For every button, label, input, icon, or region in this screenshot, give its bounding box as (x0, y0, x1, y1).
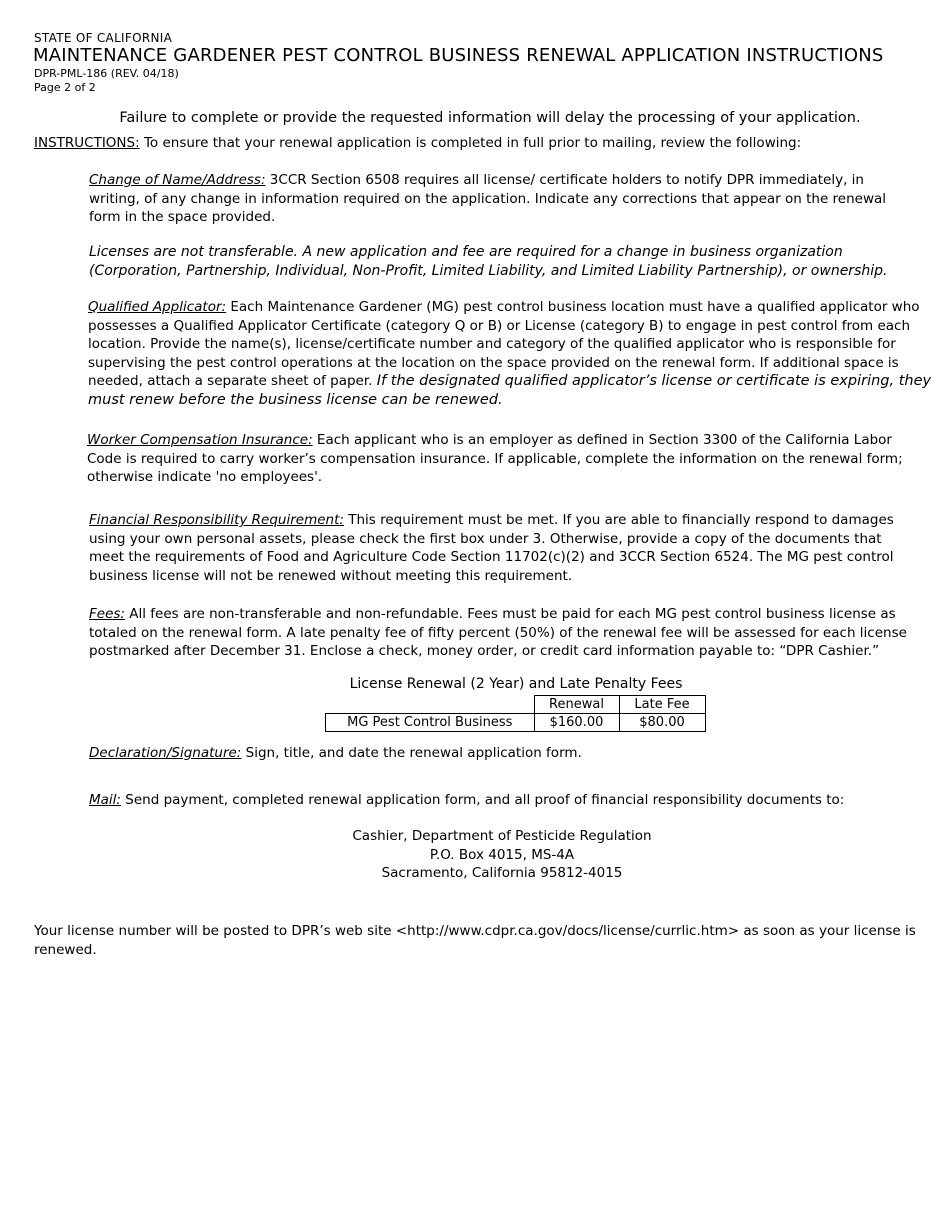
fees-text: All fees are non-transferable and non-refundable. Fees must be paid for each MG pest control business license as totaled on the renewal form. A late penalty fee of fifty percent (50%) of the renewal fee will be assessed for each license postmarked after December 31. Enclose a check, money order, or credit card information payable to: “DPR Cashier.” (89, 606, 907, 659)
fee-table-header-row (326, 696, 706, 714)
mailing-address-line-3: Sacramento, California 95812-4015 (381, 865, 623, 881)
license-posting-note: Your license number will be posted to DPR’s web site <http://www.cdpr.ca.gov/docs/license/currlic.htm> as soon as your license is renewed. (34, 923, 916, 958)
fee-table-renewal-amount: $160.00 (534, 714, 619, 732)
financial-responsibility-label: Financial Responsibility Requirement: (89, 512, 344, 528)
fees-label: Fees: (89, 606, 125, 622)
section-fees (89, 605, 914, 661)
declaration-signature-text: Sign, title, and date the renewal application form. (241, 745, 582, 761)
declaration-signature-label: Declaration/Signature: (89, 745, 242, 761)
fee-table-header-late-fee: Late Fee (619, 696, 705, 714)
licenses-not-transferable-notice: Licenses are not transferable. A new application and fee are required for a change in business organization (Corporation, Partnership, Individual, Non-Profit, Limited Liability, and Limited Liability Partnership), or ownership. (89, 244, 888, 279)
fee-table-late-fee-amount: $80.00 (619, 714, 705, 732)
mail-text: Send payment, completed renewal application form, and all proof of financial responsibility documents to: (120, 792, 845, 808)
page-number: Page 2 of 2 (34, 81, 96, 94)
section-financial-responsibility (89, 511, 919, 585)
mailing-address-line-2: P.O. Box 4015, MS-4A (429, 846, 575, 863)
fee-table-caption: License Renewal (2 Year) and Late Penalty Fees (349, 676, 683, 692)
mail-label: Mail: (89, 792, 121, 808)
fee-table-blank-cell (326, 696, 535, 714)
processing-warning: Failure to complete or provide the requested information will delay the processing of your application. (119, 110, 861, 126)
section-mail (89, 791, 909, 810)
document-title: MAINTENANCE GARDENER PEST CONTROL BUSINESS RENEWAL APPLICATION INSTRUCTIONS (33, 45, 884, 66)
change-of-address-label: Change of Name/Address: (89, 172, 266, 188)
agency-name: STATE OF CALIFORNIA (34, 31, 173, 45)
mailing-address-line-1: Cashier, Department of Pesticide Regulation (352, 828, 652, 844)
instructions-intro (34, 135, 801, 151)
fee-table-row (326, 714, 706, 732)
form-number: DPR-PML-186 (REV. 04/18) (34, 67, 179, 80)
worker-compensation-label: Worker Compensation Insurance: (87, 432, 313, 448)
qualified-applicator-emphasis: If the designated qualified applicator’s license or certificate is expiring, they must renew before the business license can be renewed. (88, 373, 932, 408)
fee-table-header-renewal: Renewal (534, 696, 619, 714)
fee-table-row-label: MG Pest Control Business (326, 714, 535, 732)
mailing-address (0, 827, 950, 883)
instructions-text: To ensure that your renewal application is completed in full prior to mailing, review the following: (139, 135, 802, 151)
qualified-applicator-label: Qualified Applicator: (88, 299, 227, 315)
change-of-address-text: 3CCR Section 6508 requires all license/ certificate holders to notify DPR immediately, in writing, of any change in information required on the application. Indicate any corrections that appear on the renewal form in the space provided. (89, 172, 887, 225)
qualified-applicator-text: Each Maintenance Gardener (MG) pest control business location must have a qualified applicator who possesses a Qualified Applicator Certificate (category Q or B) or License (category B) to engage in pest control from each location. Provide the name(s), license/certificate number and category of the qualified applicator who is responsible for supervising the pest control operations at the location on the space provided on the renewal form. If additional space is needed, attach a separate sheet of paper. (88, 299, 920, 389)
worker-compensation-text: Each applicant who is an employer as defined in Section 3300 of the California Labor Code is required to carry worker’s compensation insurance. If applicable, complete the information on the renewal form; otherwise indicate 'no employees'. (87, 432, 903, 485)
section-qualified-applicator (88, 298, 933, 409)
section-declaration-signature (89, 744, 909, 763)
fee-table (325, 695, 706, 732)
section-worker-compensation (87, 431, 917, 487)
financial-responsibility-text: This requirement must be met. If you are able to financially respond to damages using your own personal assets, please check the first box under 3. Otherwise, provide a copy of the documents that meet the requirements of Food and Agriculture Code Section 11702(c)(2) and 3CCR Section 6524. The MG pest control business license will not be renewed without meeting this requirement. (89, 512, 894, 584)
instructions-label: INSTRUCTIONS: (34, 135, 140, 151)
section-change-of-address (89, 171, 889, 227)
